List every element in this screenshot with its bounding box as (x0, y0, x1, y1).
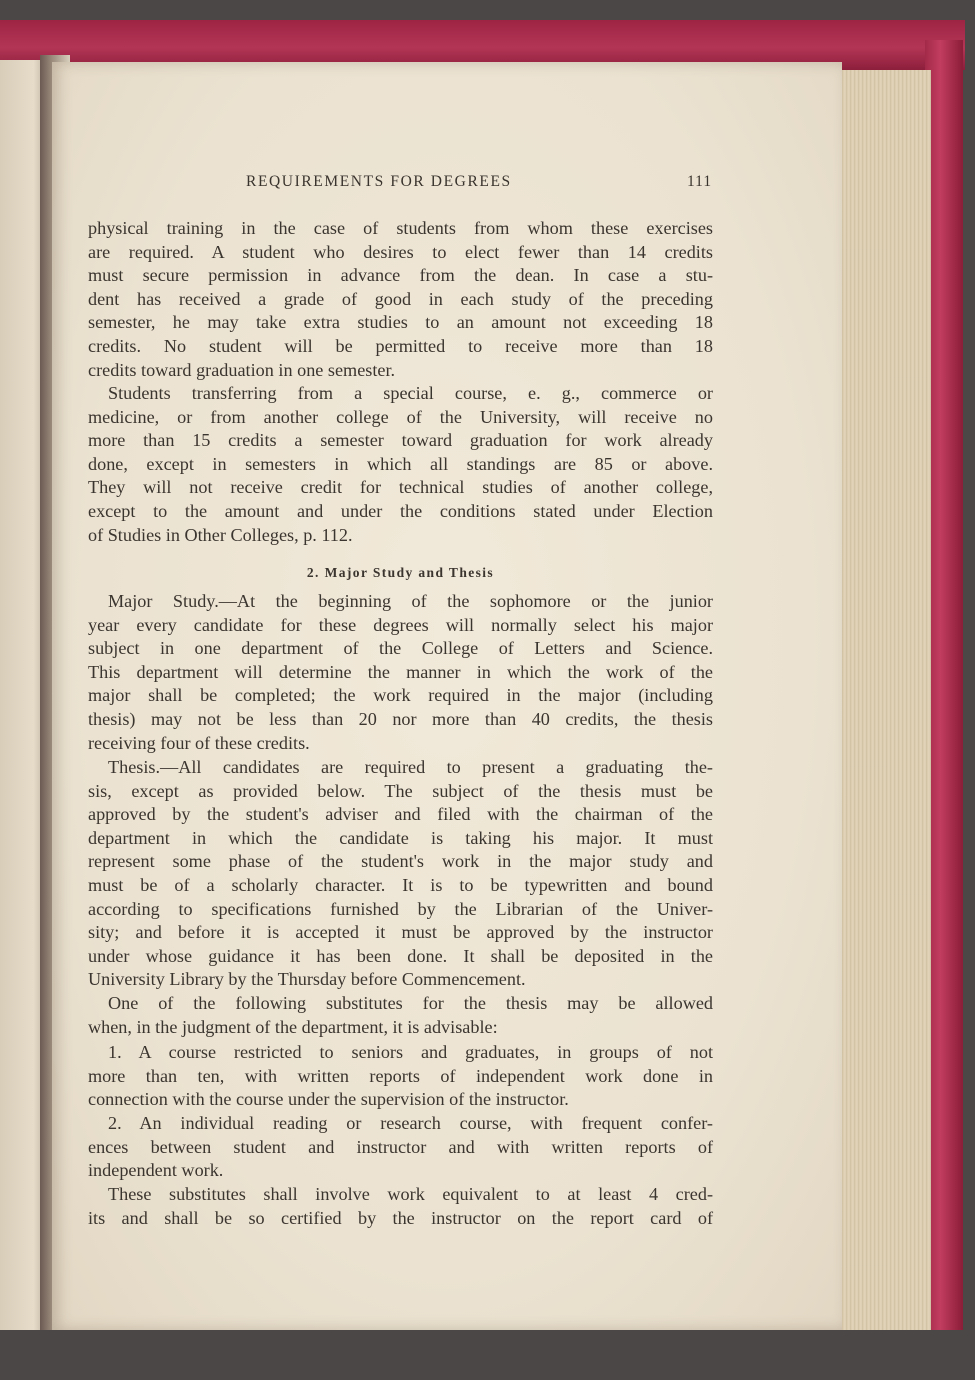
text-line: ences between student and instructor and with written reports of (88, 1136, 713, 1157)
text-line: physical training in the case of students from whom these exercises (88, 218, 713, 238)
text-line: Students transferring from a special course, e. g., commerce or (108, 383, 713, 403)
paragraph-2 (88, 382, 713, 547)
text-line: under whose guidance it has been done. It shall be deposited in the (88, 945, 713, 966)
text-line: more than ten, with written reports of independent work done in (88, 1065, 713, 1086)
page-edges (838, 70, 931, 1335)
paragraph-major-study (88, 590, 713, 755)
paragraph-1 (88, 217, 713, 382)
paragraph-substitutes-intro (88, 992, 713, 1039)
text-line: are required. A student who desires to elect fewer than 14 credits (88, 241, 713, 262)
text-line: when, in the judgment of the department, it is advisable: (88, 1016, 498, 1037)
text-line: sity; and before it is accepted it must be approved by the instructor (88, 922, 713, 943)
text-line: department in which the candidate is taking his major. It must (88, 827, 713, 848)
text-line: subject in one department of the College of Letters and Science. (88, 638, 713, 659)
text-line: year every candidate for these degrees will normally select his major (88, 614, 713, 635)
text-line: must secure permission in advance from the dean. In case a stu- (88, 265, 713, 286)
text-line: except to the amount and under the conditions stated under Election (88, 500, 713, 521)
text-line: 2. An individual reading or research course, with frequent confer- (108, 1113, 713, 1133)
paragraph-thesis (88, 756, 713, 992)
text-line: connection with the course under the supervision of the instructor. (88, 1089, 569, 1110)
list-item-2 (88, 1112, 713, 1183)
section-heading: 2. Major Study and Thesis (306, 565, 495, 580)
list-item-1 (88, 1041, 713, 1112)
text-line: One of the following substitutes for the thesis may be allowed (108, 993, 713, 1013)
text-line: University Library by the Thursday before Commencement. (88, 969, 526, 990)
running-head: REQUIREMENTS FOR DEGREES (246, 173, 512, 190)
text-line: of Studies in Other Colleges, p. 112. (88, 524, 353, 545)
text-line: This department will determine the manner in which the work of the (88, 661, 713, 682)
text-line: These substitutes shall involve work equivalent to at least 4 cred- (108, 1184, 713, 1204)
text-line: medicine, or from another college of the University, will receive no (88, 406, 713, 427)
text-line: Major Study.—At the beginning of the sophomore or the junior (108, 591, 713, 611)
background-bottom (0, 1330, 975, 1380)
text-line: receiving four of these credits. (88, 732, 310, 753)
text-line: represent some phase of the student's work in the major study and (88, 851, 713, 872)
paragraph-final (88, 1183, 713, 1230)
text-line: credits toward graduation in one semester. (88, 359, 396, 380)
page-number: 111 (687, 173, 713, 190)
text-line: dent has received a grade of good in each study of the preceding (88, 288, 713, 309)
text-line: independent work. (88, 1160, 224, 1181)
text-line: more than 15 credits a semester toward graduation for work already (88, 430, 713, 451)
text-line: semester, he may take extra studies to an amount not exceeding 18 (88, 312, 713, 333)
text-line: according to specifications furnished by the Librarian of the Univer- (88, 898, 713, 919)
text-line: its and shall be so certified by the instructor on the report card of (88, 1207, 713, 1228)
text-line: 1. A course restricted to seniors and graduates, in groups of not (108, 1042, 713, 1062)
text-line: sis, except as provided below. The subject of the thesis must be (88, 780, 713, 801)
text-line: Thesis.—All candidates are required to present a graduating the- (108, 757, 713, 777)
text-line: major shall be completed; the work required in the major (including (88, 685, 713, 706)
text-line: credits. No student will be permitted to receive more than 18 (88, 335, 713, 356)
text-line: They will not receive credit for technical studies of another college, (88, 477, 713, 498)
text-line: must be of a scholarly character. It is to be typewritten and bound (88, 874, 713, 895)
text-line: approved by the student's adviser and filed with the chairman of the (88, 804, 713, 825)
text-line: done, except in semesters in which all standings are 85 or above. (88, 453, 713, 474)
text-line: thesis) may not be less than 20 nor more than 40 credits, the thesis (88, 708, 713, 729)
